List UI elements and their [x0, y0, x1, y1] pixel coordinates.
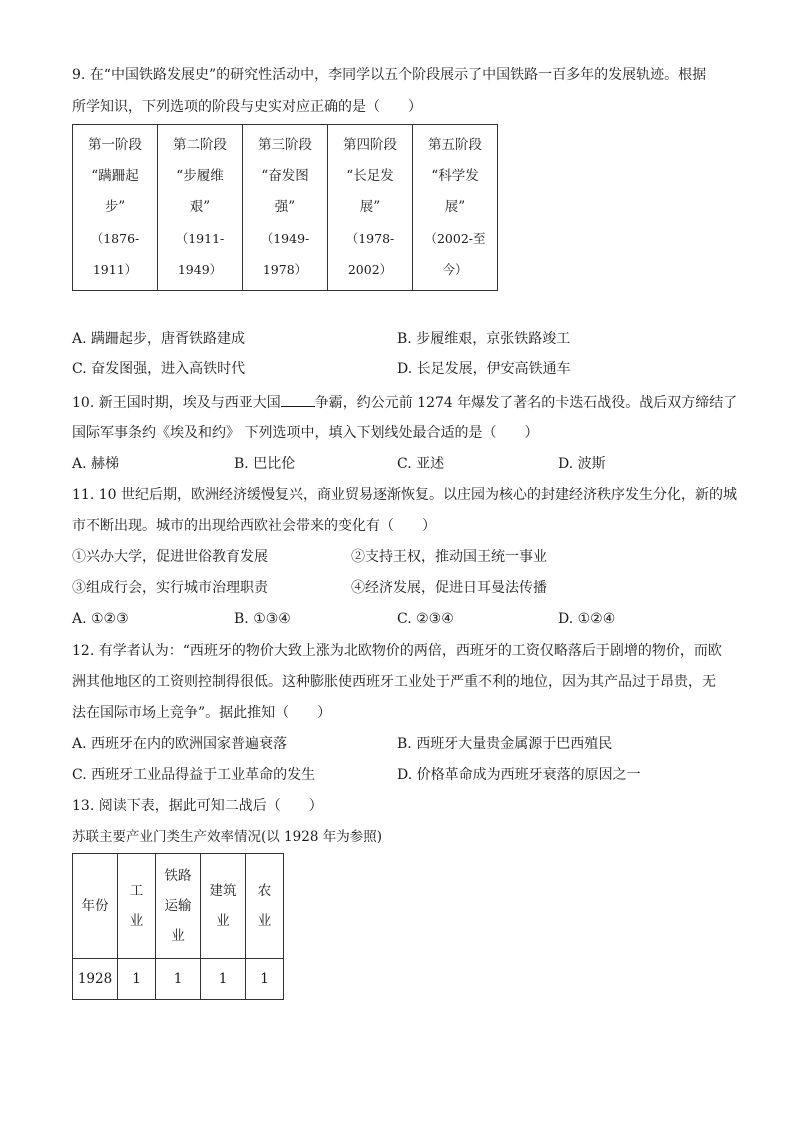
q9-stage-cell-line: （1978- [345, 231, 395, 246]
q9-stage-cell-line: 展” [444, 199, 466, 215]
q11-option-a[interactable]: A. ①②③ [72, 611, 129, 627]
q9-stage-cell-line: （1949- [260, 231, 310, 246]
q10-stem-line1 [72, 391, 737, 413]
q13-header-line: 业 [257, 913, 272, 929]
q13-header-cell [118, 854, 156, 959]
q13-header-line: 年份 [81, 898, 109, 914]
q9-option-b[interactable]: B. 步履维艰，京张铁路竣工 [397, 331, 571, 347]
q13-header-line: 工 [129, 883, 144, 899]
q9-stage-cell-line: （1911- [175, 231, 225, 246]
q9-stage-cell-line: 第三阶段 [258, 137, 312, 153]
q12-option-a[interactable]: A. 西班牙在内的欧洲国家普遍衰落 [72, 736, 288, 752]
q9-option-c[interactable]: C. 奋发图强，进入高铁时代 [72, 361, 246, 377]
q11-item-4: ④经济发展，促进日耳曼法传播 [351, 580, 547, 596]
q9-stage-cell [328, 125, 413, 291]
q13-data-cell: 1 [118, 959, 156, 1000]
q10-option-b[interactable]: B. 巴比伦 [234, 456, 296, 472]
q13-header-line: 铁路 [164, 868, 192, 884]
q13-header-line: 业 [216, 913, 230, 929]
q10-fill-blank [281, 391, 315, 407]
q11-item-1: ①兴办大学，促进世俗教育发展 [72, 549, 268, 565]
q9-stage-row [73, 125, 498, 291]
q9-stage-cell-line: 1949） [177, 262, 223, 277]
q13-header-line: 业 [129, 913, 144, 929]
q13-header-line: 建筑 [209, 883, 237, 899]
q9-stem-line2: 所学知识，下列选项的阶段与史实对应正确的是（ ） [72, 99, 422, 115]
q13-header-line: 业 [171, 928, 185, 944]
q9-stage-cell-line: 步” [104, 199, 126, 215]
q11-item-2: ②支持王权，推动国王统一事业 [351, 549, 547, 565]
q9-stage-cell-line: 1911） [92, 262, 138, 277]
q13-data-cell: 1 [201, 959, 246, 1000]
q13-header-row [73, 854, 284, 959]
q9-option-a[interactable]: A. 蹒跚起步，唐胥铁路建成 [72, 331, 246, 347]
q13-data-cell: 1 [246, 959, 284, 1000]
q9-stage-cell [73, 125, 158, 291]
q10-stem-part2: 争霸，约公元前 1274 年爆发了著名的卡迭石战役。战后双方缔结了 [314, 395, 738, 411]
q13-header-cell [246, 854, 284, 959]
q10-stem-part1: 10. 新王国时期，埃及与西亚大国 [72, 395, 281, 411]
q9-stage-cell [413, 125, 498, 291]
q10-option-a[interactable]: A. 赫梯 [72, 456, 120, 472]
q13-stem: 13. 阅读下表，据此可知二战后（ ） [72, 798, 323, 814]
q9-stage-table [72, 124, 498, 291]
q9-stage-cell-line: 展” [359, 199, 381, 215]
q12-option-d[interactable]: D. 价格革命成为西班牙衰落的原因之一 [397, 767, 641, 783]
q9-stem-line1: 9. 在“中国铁路发展史”的研究性活动中，李同学以五个阶段展示了中国铁路一百多年的发展轨迹。根据 [72, 67, 707, 83]
q11-item-3: ③组成行会，实行城市治理职责 [72, 580, 268, 596]
q9-stage-cell-line: 2002） [347, 262, 393, 277]
q11-option-c[interactable]: C. ②③④ [397, 611, 454, 627]
q11-stem-line1: 11. 10 世纪后期，欧洲经济缓慢复兴，商业贸易逐渐恢复。以庄园为核心的封建经济秩序发生分化，新的城 [72, 487, 737, 503]
q13-header-cell [73, 854, 118, 959]
q9-stage-cell-line: “步履维 [176, 168, 224, 184]
q11-option-d[interactable]: D. ①②④ [558, 611, 616, 627]
q10-option-d[interactable]: D. 波斯 [558, 456, 606, 472]
q9-stage-cell-line: “蹒跚起 [91, 168, 139, 184]
q9-option-d[interactable]: D. 长足发展，伊安高铁通车 [397, 361, 571, 377]
q9-stage-cell-line: 强” [274, 199, 296, 215]
q9-stage-cell-line: 艰” [189, 199, 211, 215]
q12-stem-line3: 法在国际市场上竞争”。据此推知（ ） [72, 705, 332, 721]
q13-data-cell: 1928 [73, 959, 118, 1000]
q9-stage-cell [243, 125, 328, 291]
q13-header-cell [201, 854, 246, 959]
q12-stem-line1: 12. 有学者认为：“西班牙的物价大致上涨为北欧物价的两倍，西班牙的工资仅略落后于剧增的物价，而欧 [72, 643, 722, 659]
q13-productivity-table [72, 853, 284, 1000]
q13-header-line: 运输 [164, 898, 192, 914]
q12-option-c[interactable]: C. 西班牙工业品得益于工业革命的发生 [72, 767, 316, 783]
q11-option-b[interactable]: B. ①③④ [234, 611, 291, 627]
q13-header-cell [156, 854, 201, 959]
q13-data-row [73, 959, 284, 1000]
q9-stage-cell-line: （1876- [90, 231, 140, 246]
q9-stage-cell-line: 第二阶段 [173, 137, 227, 153]
q9-stage-cell-line: 第五阶段 [428, 137, 482, 153]
q9-stage-cell [158, 125, 243, 291]
q9-stage-cell-line: 1978） [262, 262, 308, 277]
q10-option-c[interactable]: C. 亚述 [397, 456, 445, 472]
q9-stage-cell-line: （2002-至 [424, 231, 486, 246]
q9-stage-cell-line: 今） [442, 262, 468, 277]
q9-stage-cell-line: “科学发 [431, 168, 479, 184]
q13-table-caption: 苏联主要产业门类生产效率情况(以 1928 年为参照) [72, 829, 382, 845]
q10-stem-line2: 国际军事条约《埃及和约》 下列选项中，填入下划线处最合适的是（ ） [72, 425, 539, 441]
q11-stem-line2: 市不断出现。城市的出现给西欧社会带来的变化有（ ） [72, 518, 436, 534]
q9-stage-cell-line: 第四阶段 [343, 137, 397, 153]
q13-data-cell: 1 [156, 959, 201, 1000]
q12-stem-line2: 洲其他地区的工资则控制得很低。这种膨胀使西班牙工业处于严重不利的地位，因为其产品过于昂贵，无 [72, 674, 716, 690]
q13-header-line: 农 [257, 883, 272, 899]
q12-option-b[interactable]: B. 西班牙大量贵金属源于巴西殖民 [397, 736, 613, 752]
q9-stage-cell-line: “奋发图 [261, 168, 309, 184]
q9-stage-cell-line: 第一阶段 [88, 137, 142, 153]
q9-stage-cell-line: “长足发 [346, 168, 394, 184]
